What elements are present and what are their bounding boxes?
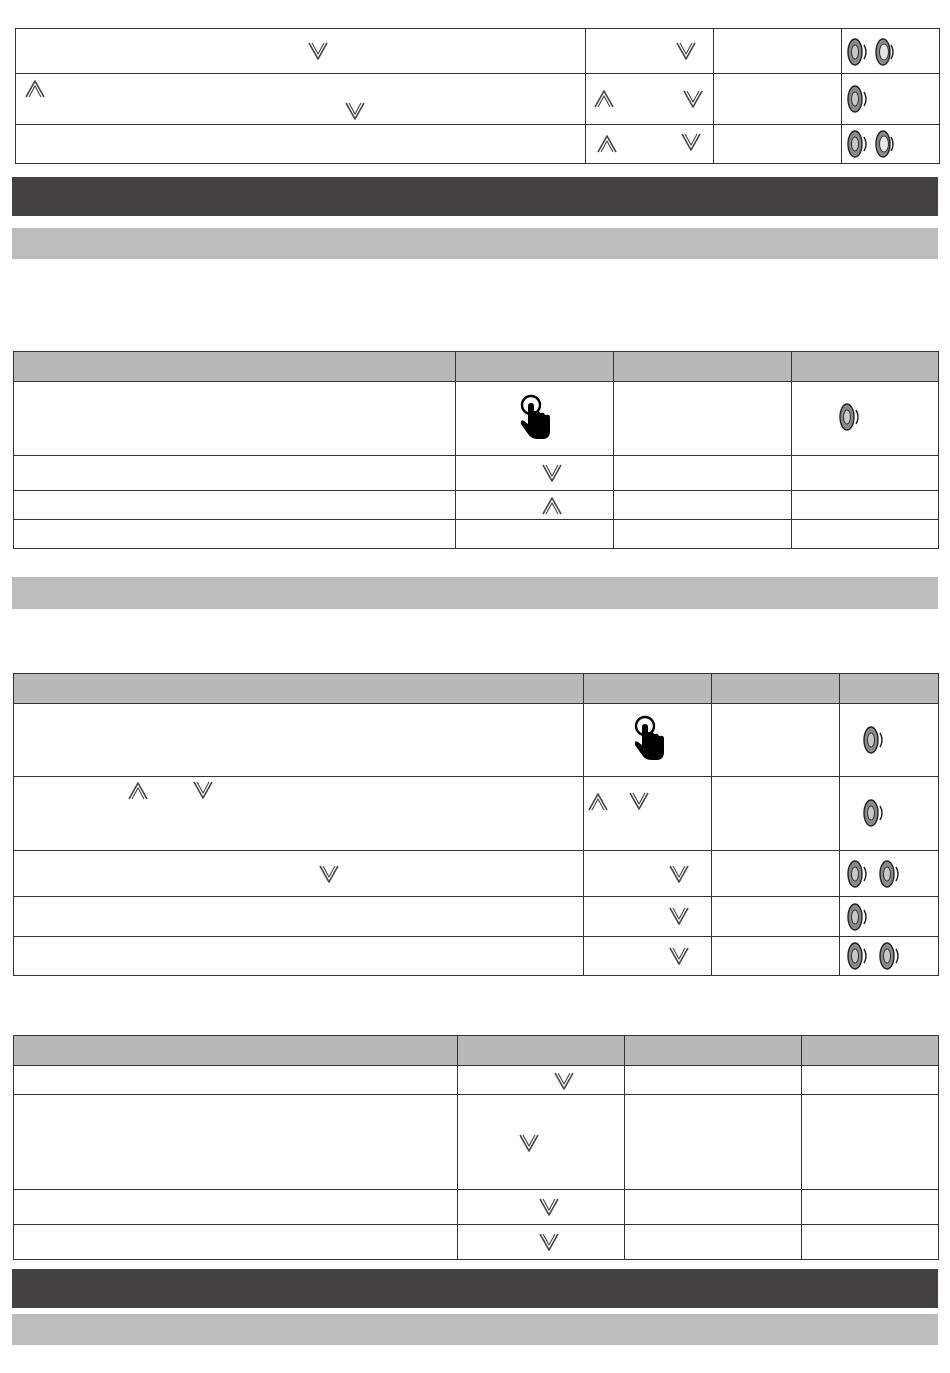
table-cell bbox=[625, 1190, 802, 1225]
table-cell bbox=[586, 125, 714, 164]
table-cell bbox=[712, 897, 840, 937]
table-cell bbox=[842, 29, 940, 74]
header-cell bbox=[840, 674, 939, 704]
table-cell bbox=[584, 897, 712, 937]
speaker-icon bbox=[878, 858, 902, 890]
table-cell bbox=[714, 125, 842, 164]
table-cell bbox=[458, 1225, 625, 1260]
chevron-down-icon bbox=[518, 1133, 540, 1153]
table-cell bbox=[14, 1095, 458, 1190]
table-1 bbox=[13, 351, 939, 549]
table-row bbox=[14, 1095, 939, 1190]
chevron-down-icon bbox=[668, 946, 690, 966]
chevron-down-icon bbox=[668, 864, 690, 884]
table-row bbox=[14, 897, 939, 937]
table-cell bbox=[584, 704, 712, 777]
table-row bbox=[14, 1066, 939, 1095]
chevron-up-icon bbox=[593, 89, 615, 109]
chevron-up-icon bbox=[24, 79, 46, 99]
table-cell bbox=[14, 897, 584, 937]
table-cell bbox=[840, 897, 939, 937]
table-cell bbox=[802, 1066, 939, 1095]
table-row bbox=[16, 29, 940, 74]
table-cell bbox=[586, 74, 714, 125]
table-2 bbox=[13, 673, 939, 976]
chevron-up-icon bbox=[596, 134, 618, 154]
speaker-icon bbox=[846, 128, 870, 160]
tap-hand-icon bbox=[518, 394, 552, 440]
speaker-icon bbox=[878, 940, 902, 972]
chevron-down-icon bbox=[538, 1232, 560, 1252]
speaker-icon bbox=[846, 901, 870, 933]
table-cell bbox=[792, 491, 939, 520]
table-cell bbox=[625, 1225, 802, 1260]
subsection-header-bar bbox=[12, 577, 938, 609]
table-cell bbox=[625, 1066, 802, 1095]
chevron-down-icon bbox=[318, 864, 340, 884]
table-row bbox=[14, 491, 939, 520]
speaker-icon bbox=[846, 858, 870, 890]
chevron-down-icon bbox=[628, 791, 650, 811]
header-cell bbox=[456, 352, 614, 382]
chevron-up-icon bbox=[127, 781, 149, 801]
table-cell bbox=[614, 491, 792, 520]
table-cell bbox=[14, 1225, 458, 1260]
table-header-row bbox=[14, 674, 939, 704]
table-cell bbox=[14, 382, 456, 456]
table-cell bbox=[14, 704, 584, 777]
speaker-icon bbox=[838, 401, 862, 433]
speaker-icon bbox=[846, 83, 870, 115]
table-cell bbox=[840, 851, 939, 897]
table-cell bbox=[842, 74, 940, 125]
speaker-muted-icon bbox=[872, 128, 896, 160]
subsection-header-bar bbox=[12, 228, 938, 259]
tap-hand-icon bbox=[632, 715, 666, 761]
table-row bbox=[14, 382, 939, 456]
table-cell bbox=[712, 937, 840, 976]
table-cell bbox=[840, 704, 939, 777]
subsection-header-bar bbox=[12, 1314, 938, 1345]
table-header-row bbox=[14, 1036, 939, 1066]
table-cell bbox=[625, 1095, 802, 1190]
table-cell bbox=[456, 520, 614, 549]
speaker-icon bbox=[862, 797, 886, 829]
header-cell bbox=[614, 352, 792, 382]
chevron-down-icon bbox=[668, 906, 690, 926]
chevron-down-icon bbox=[541, 463, 563, 483]
chevron-up-icon bbox=[587, 792, 609, 812]
header-cell bbox=[802, 1036, 939, 1066]
table-cell bbox=[456, 456, 614, 491]
table-cell bbox=[14, 937, 584, 976]
table-cell bbox=[802, 1225, 939, 1260]
table-cell bbox=[456, 491, 614, 520]
chevron-down-icon bbox=[680, 132, 702, 152]
speaker-icon bbox=[862, 724, 886, 756]
chevron-down-icon bbox=[682, 89, 704, 109]
speaker-icon bbox=[846, 36, 870, 68]
header-cell bbox=[458, 1036, 625, 1066]
table-cell bbox=[586, 29, 714, 74]
table-cell bbox=[614, 456, 792, 491]
table-cell bbox=[14, 1066, 458, 1095]
header-cell bbox=[584, 674, 712, 704]
table-row bbox=[16, 125, 940, 164]
header-cell bbox=[792, 352, 939, 382]
chevron-down-icon bbox=[675, 41, 697, 61]
table-row bbox=[14, 520, 939, 549]
table-cell bbox=[14, 851, 584, 897]
table-cell bbox=[584, 851, 712, 897]
chevron-down-icon bbox=[307, 41, 329, 61]
table-cell bbox=[14, 456, 456, 491]
table-cell bbox=[584, 777, 712, 851]
table-cell bbox=[792, 456, 939, 491]
section-header-bar bbox=[12, 177, 938, 216]
table-cell bbox=[14, 777, 584, 851]
table-row bbox=[14, 937, 939, 976]
table-cell bbox=[714, 29, 842, 74]
table-cell bbox=[714, 74, 842, 125]
table-cell bbox=[14, 1190, 458, 1225]
table-cell bbox=[712, 851, 840, 897]
chevron-up-icon bbox=[541, 496, 563, 516]
table-cell bbox=[16, 74, 586, 125]
table-cell bbox=[802, 1190, 939, 1225]
table-cell bbox=[458, 1190, 625, 1225]
speaker-muted-icon bbox=[872, 36, 896, 68]
table-cell bbox=[584, 937, 712, 976]
chevron-down-icon bbox=[192, 780, 214, 800]
table-cell bbox=[840, 777, 939, 851]
table-row bbox=[14, 704, 939, 777]
table-cell bbox=[792, 520, 939, 549]
section-header-bar bbox=[12, 1269, 938, 1308]
table-row bbox=[14, 777, 939, 851]
header-cell bbox=[625, 1036, 802, 1066]
table-row bbox=[14, 456, 939, 491]
table-cell bbox=[16, 125, 586, 164]
table-cell bbox=[792, 382, 939, 456]
table-cell bbox=[14, 520, 456, 549]
table-header-row bbox=[14, 352, 939, 382]
speaker-icon bbox=[846, 940, 870, 972]
chevron-down-icon bbox=[344, 101, 366, 121]
table-cell bbox=[842, 125, 940, 164]
chevron-down-icon bbox=[553, 1071, 575, 1091]
table-cell bbox=[614, 382, 792, 456]
top-table bbox=[15, 28, 940, 164]
table-row bbox=[16, 74, 940, 125]
table-cell bbox=[458, 1095, 625, 1190]
header-cell bbox=[14, 352, 456, 382]
table-cell bbox=[712, 704, 840, 777]
table-3 bbox=[13, 1035, 939, 1260]
table-cell bbox=[458, 1066, 625, 1095]
header-cell bbox=[14, 674, 584, 704]
table-row bbox=[14, 851, 939, 897]
table-cell bbox=[614, 520, 792, 549]
chevron-down-icon bbox=[538, 1197, 560, 1217]
table-cell bbox=[16, 29, 586, 74]
table-cell bbox=[712, 777, 840, 851]
table-row bbox=[14, 1225, 939, 1260]
table-cell bbox=[456, 382, 614, 456]
header-cell bbox=[712, 674, 840, 704]
header-cell bbox=[14, 1036, 458, 1066]
table-cell bbox=[14, 491, 456, 520]
table-cell bbox=[840, 937, 939, 976]
table-row bbox=[14, 1190, 939, 1225]
table-cell bbox=[802, 1095, 939, 1190]
